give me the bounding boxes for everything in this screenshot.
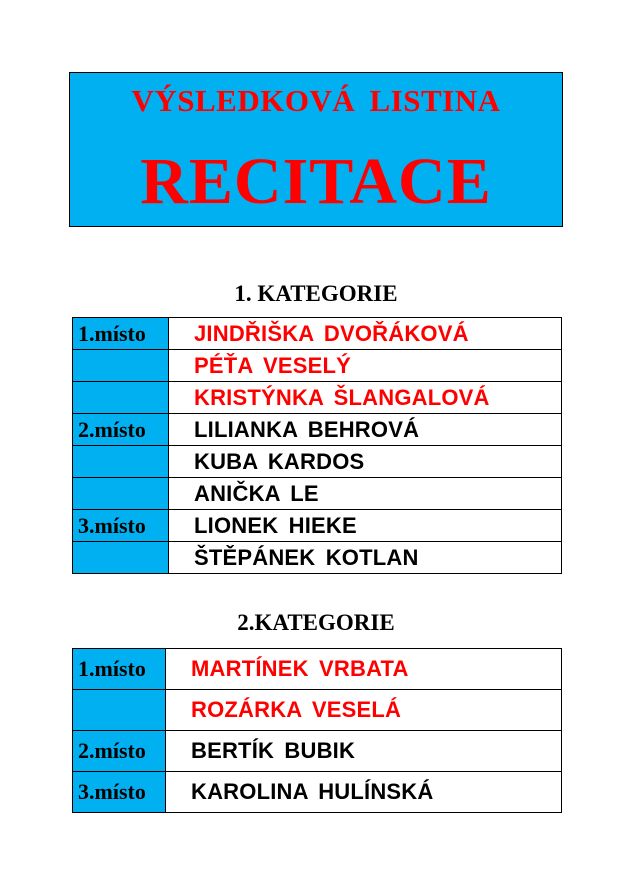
contestant-name: ANIČKA LE [169, 478, 562, 510]
place-cell [73, 382, 169, 414]
table-row [73, 649, 562, 690]
table-row [73, 414, 562, 446]
category-2-table [72, 648, 562, 813]
table-row [73, 690, 562, 731]
table-row [73, 731, 562, 772]
contestant-name: LILIANKA BEHROVÁ [169, 414, 562, 446]
header-box [69, 72, 563, 227]
table-row [73, 382, 562, 414]
table-row [73, 478, 562, 510]
table-row [73, 350, 562, 382]
place-cell [73, 446, 169, 478]
place-cell: 3.místo [73, 510, 169, 542]
place-cell [73, 542, 169, 574]
header-subtitle: RECITACE [140, 145, 492, 218]
table-row [73, 446, 562, 478]
contestant-name: KRISTÝNKA ŠLANGALOVÁ [169, 382, 562, 414]
contestant-name: MARTÍNEK VRBATA [166, 649, 562, 690]
table-row [73, 772, 562, 813]
contestant-name: JINDŘIŠKA DVOŘÁKOVÁ [169, 318, 562, 350]
place-cell: 2.místo [73, 414, 169, 446]
contestant-name: KUBA KARDOS [169, 446, 562, 478]
table-row [73, 510, 562, 542]
category-1-table [72, 317, 562, 574]
contestant-name: ŠTĚPÁNEK KOTLAN [169, 542, 562, 574]
category-1-title: 1. KATEGORIE [234, 281, 398, 306]
place-cell [73, 350, 169, 382]
header-title: VÝSLEDKOVÁ LISTINA [131, 83, 501, 118]
contestant-name: PÉŤA VESELÝ [169, 350, 562, 382]
place-cell: 2.místo [73, 731, 166, 772]
place-cell: 3.místo [73, 772, 166, 813]
contestant-name: BERTÍK BUBIK [166, 731, 562, 772]
place-cell: 1.místo [73, 649, 166, 690]
place-cell [73, 478, 169, 510]
table-row [73, 318, 562, 350]
place-cell: 1.místo [73, 318, 169, 350]
place-cell [73, 690, 166, 731]
contestant-name: KAROLINA HULÍNSKÁ [166, 772, 562, 813]
table-row [73, 542, 562, 574]
category-2-title: 2.KATEGORIE [237, 610, 395, 635]
contestant-name: LIONEK HIEKE [169, 510, 562, 542]
contestant-name: ROZÁRKA VESELÁ [166, 690, 562, 731]
